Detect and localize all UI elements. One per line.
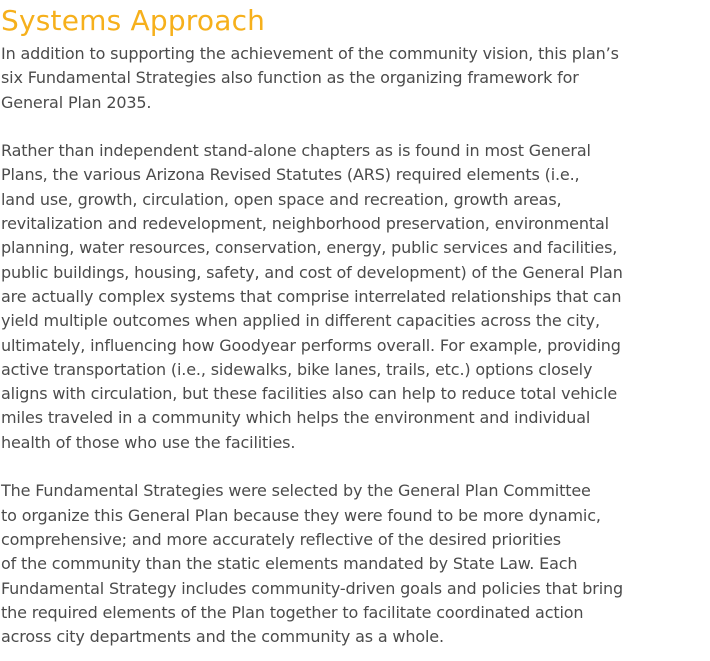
text-line: land use, growth, circulation, open space and recreation, growth areas,	[1, 189, 562, 209]
text-line: across city departments and the community as a whole.	[1, 627, 444, 647]
paragraph	[1, 479, 710, 649]
text-line: are actually complex systems that comprise interrelated relationships that can	[1, 286, 622, 306]
paragraph	[1, 139, 710, 455]
text-line: comprehensive; and more accurately reflective of the desired priorities	[1, 529, 561, 549]
paragraph	[1, 42, 710, 115]
text-line: revitalization and redevelopment, neighborhood preservation, environmental	[1, 214, 609, 234]
section-title: Systems Approach	[1, 4, 266, 37]
text-line: of the community than the static elements mandated by State Law. Each	[1, 554, 578, 574]
text-line: Fundamental Strategy includes community-driven goals and policies that bring	[1, 578, 624, 598]
text-line: to organize this General Plan because they were found to be more dynamic,	[1, 505, 601, 525]
text-line: The Fundamental Strategies were selected by the General Plan Committee	[1, 481, 591, 501]
text-line: the required elements of the Plan together to facilitate coordinated action	[1, 602, 584, 622]
section-body	[0, 42, 710, 649]
text-line: ultimately, influencing how Goodyear performs overall. For example, providing	[1, 335, 621, 355]
text-line: Rather than independent stand-alone chapters as is found in most General	[1, 141, 591, 161]
text-line: planning, water resources, conservation, energy, public services and facilities,	[1, 238, 618, 258]
text-line: six Fundamental Strategies also function as the organizing framework for	[1, 68, 579, 88]
text-line: General Plan 2035.	[1, 92, 152, 112]
text-line: active transportation (i.e., sidewalks, bike lanes, trails, etc.) options closely	[1, 359, 593, 379]
text-line: public buildings, housing, safety, and cost of development) of the General Plan	[1, 262, 623, 282]
text-line: In addition to supporting the achievement of the community vision, this plan’s	[1, 44, 619, 63]
text-line: miles traveled in a community which helps the environment and individual	[1, 408, 591, 428]
text-line: aligns with circulation, but these facilities also can help to reduce total vehicle	[1, 384, 618, 404]
text-line: yield multiple outcomes when applied in different capacities across the city,	[1, 311, 600, 331]
text-line: health of those who use the facilities.	[1, 432, 296, 452]
text-line: Plans, the various Arizona Revised Statutes (ARS) required elements (i.e.,	[1, 165, 580, 185]
